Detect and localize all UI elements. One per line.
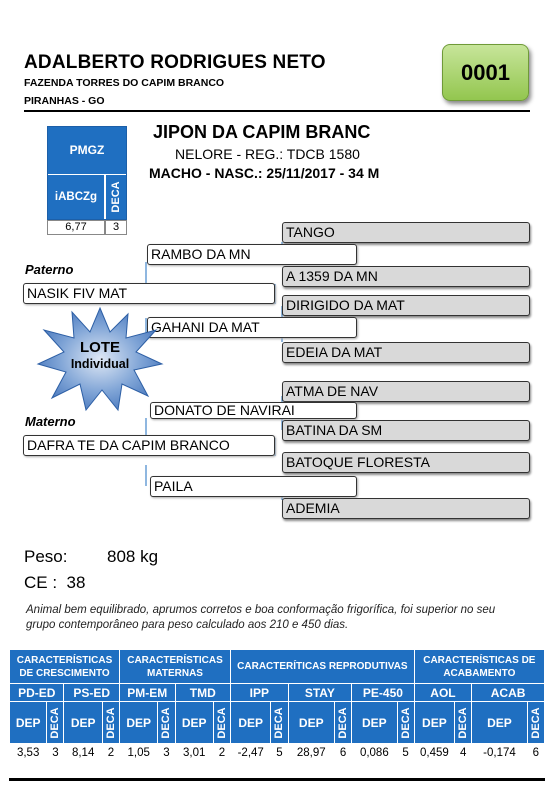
deca-value: 5 bbox=[397, 744, 414, 762]
pmgz-deca-value: 3 bbox=[105, 220, 127, 235]
pmgz-title: PMGZ bbox=[48, 127, 126, 174]
dep-col-label: DEP bbox=[352, 702, 397, 744]
deca-col-label: DECA bbox=[158, 702, 175, 744]
pedigree-sire-sire: RAMBO DA MN bbox=[147, 244, 357, 265]
trait-header: TMD bbox=[175, 684, 231, 702]
pedigree-sds: DIRIGIDO DA MAT bbox=[282, 295, 530, 316]
pedigree-sdd: EDEIA DA MAT bbox=[282, 342, 530, 363]
deca-col-label: DECA bbox=[455, 702, 472, 744]
dep-value: 0,086 bbox=[352, 744, 397, 762]
dep-value: 3,53 bbox=[10, 744, 47, 762]
trait-header: PE-450 bbox=[352, 684, 415, 702]
dep-values-row bbox=[10, 744, 545, 762]
pedigree-dam-dam: PAILA bbox=[150, 476, 357, 497]
ce-value: 38 bbox=[66, 573, 86, 592]
dep-value: 0,459 bbox=[414, 744, 454, 762]
deca-value: 3 bbox=[158, 744, 175, 762]
deca-value: 6 bbox=[334, 744, 351, 762]
deca-col-label: DECA bbox=[213, 702, 230, 744]
deca-col-label: DECA bbox=[271, 702, 288, 744]
deca-col-label: DECA bbox=[397, 702, 414, 744]
dep-value: 8,14 bbox=[64, 744, 102, 762]
group-acabamento: CARACTERÍSTICAS DE ACABAMENTO bbox=[414, 650, 544, 684]
paterno-label: Paterno bbox=[25, 262, 74, 277]
trait-header: ACAB bbox=[472, 684, 545, 702]
sex-birthdate: MACHO - NASC.: 25/11/2017 - 34 M bbox=[149, 165, 380, 181]
dep-value: -2,47 bbox=[231, 744, 271, 762]
footer-divider bbox=[9, 778, 545, 781]
deca-col-label: DECA bbox=[47, 702, 64, 744]
dep-col-label: DEP bbox=[175, 702, 213, 744]
pedigree-dam-sire: DONATO DE NAVIRAI bbox=[150, 402, 357, 419]
dep-table bbox=[9, 649, 545, 762]
pedigree-sire: NASIK FIV MAT bbox=[23, 283, 275, 304]
breed-registration: NELORE - REG.: TDCB 1580 bbox=[175, 146, 360, 162]
trait-header: PM-EM bbox=[120, 684, 176, 702]
pedigree-sire-dam: GAHANI DA MAT bbox=[147, 317, 357, 338]
comment-text: Animal bem equilibrado, aprumos corretos e boa conformação frigorífica, foi superior no seu grupo contemporâneo para peso calculado aos 210 e 450 dias. bbox=[26, 604, 496, 631]
group-maternas: CARACTERÍSTICAS MATERNAS bbox=[120, 650, 231, 684]
deca-value: 4 bbox=[455, 744, 472, 762]
dep-col-label: DEP bbox=[288, 702, 334, 744]
dep-col-label: DEP bbox=[120, 702, 158, 744]
pmgz-block bbox=[47, 126, 127, 220]
trait-header: IPP bbox=[231, 684, 289, 702]
trait-header: AOL bbox=[414, 684, 472, 702]
pedigree-sss: TANGO bbox=[282, 222, 530, 243]
deca-value: 2 bbox=[102, 744, 119, 762]
dep-value: -0,174 bbox=[472, 744, 528, 762]
deca-col-label: DECA bbox=[527, 702, 544, 744]
group-reprodutivas: CARACTERÍTICAS REPRODUTIVAS bbox=[231, 650, 415, 684]
dep-col-label: DEP bbox=[10, 702, 47, 744]
dep-col-label: DEP bbox=[64, 702, 102, 744]
materno-label: Materno bbox=[25, 414, 76, 429]
dep-value: 1,05 bbox=[120, 744, 158, 762]
dep-col-label: DEP bbox=[231, 702, 271, 744]
dep-value: 28,97 bbox=[288, 744, 334, 762]
lote-star-text: LOTE Individual bbox=[70, 339, 130, 371]
deca-col-label: DECA bbox=[102, 702, 119, 744]
deca-value: 5 bbox=[271, 744, 288, 762]
pmgz-deca-label: DECA bbox=[106, 174, 126, 219]
lot-number-badge: 0001 bbox=[442, 44, 529, 101]
pedigree-ddd: ADEMIA bbox=[282, 498, 530, 519]
dep-col-label: DEP bbox=[472, 702, 528, 744]
header-divider bbox=[24, 110, 530, 112]
pmgz-index-label: iABCZg bbox=[48, 174, 105, 219]
pedigree-dsd: BATINA DA SM bbox=[282, 420, 530, 441]
trait-header: STAY bbox=[288, 684, 352, 702]
group-crescimento: CARACTERÍSTICAS DE CRESCIMENTO bbox=[10, 650, 120, 684]
deca-value: 3 bbox=[47, 744, 64, 762]
peso-label: Peso: bbox=[24, 547, 68, 566]
trait-header: PD-ED bbox=[10, 684, 64, 702]
ce-label: CE : 38 bbox=[24, 573, 86, 592]
owner-name: ADALBERTO RODRIGUES NETO bbox=[24, 52, 326, 73]
peso-value: 808 kg bbox=[107, 547, 159, 566]
farm-name: FAZENDA TORRES DO CAPIM BRANCO bbox=[24, 77, 225, 89]
dep-col-label: DEP bbox=[414, 702, 454, 744]
pedigree-dss: ATMA DE NAV bbox=[282, 381, 530, 402]
pedigree-dds: BATOQUE FLORESTA bbox=[282, 452, 530, 473]
pedigree-dam: DAFRA TE DA CAPIM BRANCO bbox=[23, 435, 275, 456]
dep-value: 3,01 bbox=[175, 744, 213, 762]
deca-value: 2 bbox=[213, 744, 230, 762]
city-name: PIRANHAS - GO bbox=[24, 95, 105, 107]
deca-value: 6 bbox=[527, 744, 544, 762]
pmgz-index-value: 6,77 bbox=[47, 220, 105, 235]
trait-header: PS-ED bbox=[64, 684, 120, 702]
deca-col-label: DECA bbox=[334, 702, 351, 744]
animal-name: JIPON DA CAPIM BRANC bbox=[153, 122, 371, 142]
pedigree-ssd: A 1359 DA MN bbox=[282, 266, 530, 287]
